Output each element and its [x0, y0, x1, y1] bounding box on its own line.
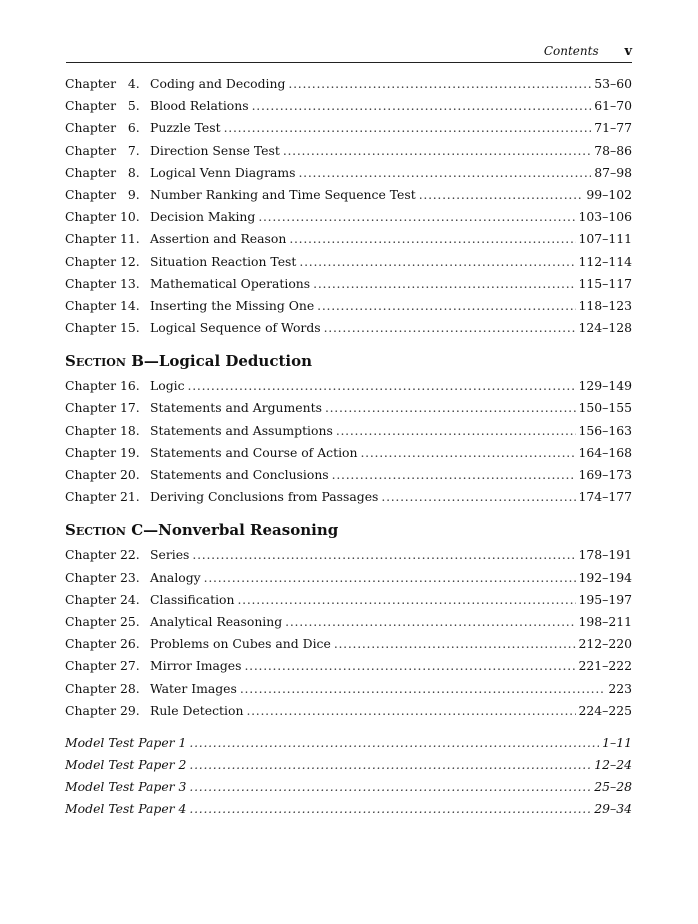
dot-leader	[332, 467, 576, 482]
chapter-number: Chapter 10.	[65, 209, 140, 225]
page-range: 178–191	[578, 547, 632, 563]
page-range: 118–123	[578, 297, 632, 313]
page-range: 12–24	[594, 757, 632, 773]
entry-title: Direction Sense Test	[150, 142, 280, 158]
toc-entry	[65, 120, 632, 142]
page-range: 198–211	[578, 613, 632, 629]
page-range: 61–70	[594, 98, 632, 114]
dot-leader	[313, 276, 575, 291]
toc-entry	[65, 209, 632, 231]
toc-entry	[65, 187, 632, 209]
dot-leader	[224, 120, 592, 135]
toc-entry	[65, 143, 632, 165]
page-range: 164–168	[578, 444, 632, 460]
dot-leader	[288, 76, 591, 91]
chapter-number: Chapter 29.	[65, 702, 140, 718]
toc-entry	[65, 298, 632, 320]
chapter-number: Chapter 13.	[65, 275, 140, 291]
chapter-number: Chapter 23.	[65, 569, 140, 585]
dot-leader	[299, 165, 592, 180]
dot-leader	[324, 320, 576, 335]
chapter-number: Chapter 19.	[65, 444, 140, 460]
header-title: Contents	[543, 44, 599, 58]
section-title: C—Nonverbal Reasoning	[131, 521, 339, 540]
chapter-number: Chapter 25.	[65, 613, 140, 629]
entry-title: Decision Making	[150, 209, 256, 225]
chapter-number: Chapter 12.	[65, 253, 140, 269]
dot-leader	[419, 187, 584, 202]
dot-leader	[189, 735, 599, 750]
chapter-number: Chapter 20.	[65, 467, 140, 482]
chapter-list-section-a	[65, 76, 632, 342]
entry-title: Water Images	[150, 680, 237, 696]
page-range: 124–128	[578, 320, 632, 336]
dot-leader	[317, 298, 575, 313]
toc-entry	[65, 681, 632, 703]
toc-entry	[65, 445, 632, 467]
page-range: 53–60	[594, 76, 632, 91]
dot-leader	[285, 614, 575, 629]
dot-leader	[289, 231, 575, 246]
toc-entry	[65, 320, 632, 342]
toc-entry	[65, 467, 632, 489]
entry-title: Analogy	[150, 569, 201, 585]
toc-entry	[65, 570, 632, 592]
toc-entry	[65, 98, 632, 120]
section-heading-c	[65, 521, 632, 543]
chapter-list-section-b	[65, 378, 632, 511]
section-prefix: Section	[65, 352, 126, 371]
entry-title: Blood Relations	[150, 98, 249, 114]
page-range: 25–28	[594, 779, 632, 795]
entry-title: Problems on Cubes and Dice	[150, 636, 331, 652]
page-range: 112–114	[578, 253, 632, 269]
entry-title: Situation Reaction Test	[150, 253, 297, 269]
chapter-number: Chapter 8.	[65, 164, 140, 180]
entry-title: Logical Sequence of Words	[150, 320, 321, 336]
page-range: 224–225	[578, 702, 632, 718]
page-range: 87–98	[594, 164, 632, 180]
dot-leader	[360, 445, 575, 460]
chapter-number: Chapter 11.	[65, 231, 140, 247]
section-prefix: Section	[65, 521, 126, 540]
chapter-number: Chapter 24.	[65, 591, 140, 607]
page-range: 169–173	[578, 467, 632, 482]
toc-entry	[65, 592, 632, 614]
page-range: 99–102	[586, 186, 632, 202]
toc-entry	[65, 231, 632, 253]
entry-title: Number Ranking and Time Sequence Test	[150, 186, 416, 202]
toc-entry	[65, 378, 632, 400]
section-heading-b	[65, 352, 632, 374]
chapter-number: Chapter 9.	[65, 186, 140, 202]
model-paper-entry	[65, 757, 632, 779]
chapter-number: Chapter 16.	[65, 378, 140, 394]
entry-title: Classification	[150, 591, 235, 607]
toc-entry	[65, 489, 632, 511]
entry-title: Model Test Paper 2	[65, 757, 187, 773]
entry-title: Model Test Paper 3	[65, 779, 187, 795]
section-title: B—Logical Deduction	[131, 352, 312, 371]
chapter-number: Chapter 27.	[65, 658, 140, 674]
dot-leader	[252, 98, 592, 113]
entry-title: Series	[150, 547, 190, 563]
entry-title: Statements and Arguments	[150, 400, 322, 416]
model-paper-entry	[65, 779, 632, 801]
model-paper-list	[65, 735, 632, 824]
entry-title: Mathematical Operations	[150, 275, 311, 291]
dot-leader	[189, 779, 591, 794]
entry-title: Logical Venn Diagrams	[150, 164, 296, 180]
chapter-number: Chapter 15.	[65, 320, 140, 336]
entry-title: Statements and Assumptions	[150, 422, 333, 438]
page-range: 115–117	[578, 275, 632, 291]
chapter-list-section-c	[65, 547, 632, 725]
chapter-number: Chapter 6.	[65, 120, 140, 136]
chapter-number: Chapter 5.	[65, 98, 140, 114]
entry-title: Statements and Course of Action	[150, 444, 358, 460]
toc-entry	[65, 254, 632, 276]
page-range: 174–177	[578, 489, 632, 505]
dot-leader	[188, 378, 576, 393]
running-header	[66, 44, 632, 63]
page-range: 71–77	[594, 120, 632, 136]
toc-entry	[65, 76, 632, 98]
chapter-number: Chapter 22.	[65, 547, 140, 563]
page-range: 221–222	[578, 658, 632, 674]
chapter-number: Chapter 4.	[65, 76, 140, 91]
header-page-number: v	[624, 44, 632, 59]
entry-title: Inserting the Missing One	[150, 297, 315, 313]
toc-entry	[65, 636, 632, 658]
chapter-number: Chapter 18.	[65, 422, 140, 438]
toc-entry	[65, 276, 632, 298]
page-range: 212–220	[578, 636, 632, 652]
page-range: 29–34	[594, 801, 632, 817]
table-of-contents	[65, 76, 632, 824]
entry-title: Deriving Conclusions from Passages	[150, 489, 379, 505]
dot-leader	[283, 143, 591, 158]
chapter-number: Chapter 26.	[65, 636, 140, 652]
toc-entry	[65, 703, 632, 725]
page-range: 78–86	[594, 142, 632, 158]
dot-leader	[244, 658, 575, 673]
chapter-number: Chapter 14.	[65, 297, 140, 313]
page-range: 129–149	[578, 378, 632, 394]
toc-entry	[65, 400, 632, 422]
dot-leader	[246, 703, 575, 718]
chapter-number: Chapter 7.	[65, 142, 140, 158]
page-range: 223	[608, 680, 632, 696]
dot-leader	[381, 489, 575, 504]
chapter-number: Chapter 17.	[65, 400, 140, 416]
dot-leader	[325, 400, 576, 415]
dot-leader	[192, 547, 575, 562]
toc-entry	[65, 547, 632, 569]
model-paper-entry	[65, 801, 632, 823]
toc-entry	[65, 423, 632, 445]
dot-leader	[258, 209, 575, 224]
page-range: 195–197	[578, 591, 632, 607]
chapter-number: Chapter 28.	[65, 680, 140, 696]
entry-title: Coding and Decoding	[150, 76, 286, 91]
model-paper-entry	[65, 735, 632, 757]
page-range: 192–194	[578, 569, 632, 585]
dot-leader	[204, 570, 576, 585]
entry-title: Rule Detection	[150, 702, 244, 718]
entry-title: Model Test Paper 4	[65, 801, 187, 817]
page-range: 107–111	[578, 231, 632, 247]
dot-leader	[237, 592, 575, 607]
page-range: 103–106	[578, 209, 632, 225]
toc-entry	[65, 614, 632, 636]
toc-entry	[65, 165, 632, 187]
dot-leader	[189, 801, 591, 816]
page-range: 150–155	[578, 400, 632, 416]
entry-title: Mirror Images	[150, 658, 242, 674]
page-range: 1–11	[602, 734, 632, 750]
entry-title: Assertion and Reason	[150, 231, 287, 247]
page-range: 156–163	[578, 422, 632, 438]
entry-title: Statements and Conclusions	[150, 467, 329, 482]
dot-leader	[336, 423, 576, 438]
chapter-number: Chapter 21.	[65, 489, 140, 505]
entry-title: Model Test Paper 1	[65, 734, 187, 750]
dot-leader	[334, 636, 576, 651]
entry-title: Puzzle Test	[150, 120, 221, 136]
dot-leader	[240, 681, 605, 696]
dot-leader	[189, 757, 591, 772]
toc-entry	[65, 658, 632, 680]
entry-title: Analytical Reasoning	[150, 613, 283, 629]
dot-leader	[299, 254, 575, 269]
entry-title: Logic	[150, 378, 185, 394]
